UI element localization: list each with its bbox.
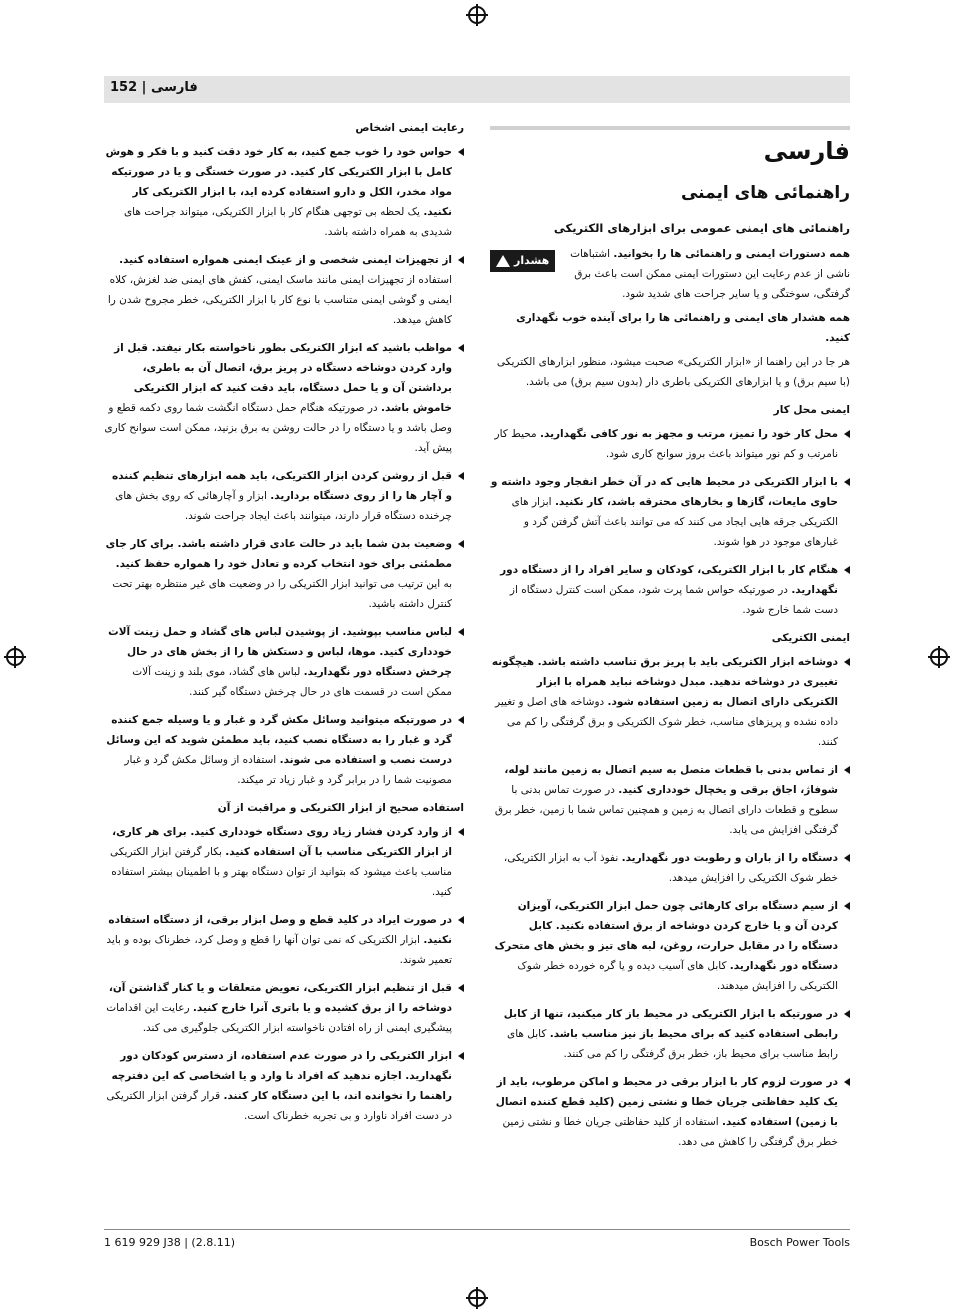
main-heading: راهنمائی های ایمنی (680, 183, 850, 203)
list-item (104, 466, 464, 526)
list-item (104, 910, 464, 970)
list-item (490, 1072, 850, 1152)
item-bold: با ابزار الکتریکی در محیط هایی که در آن خطر انفجار وجود داشته و حاوی مایعات، گازها و بخارهای محترقه باشد، کار نکنید. (490, 476, 838, 508)
bullet-arrow-icon (844, 478, 850, 486)
warning-paragraph (561, 244, 850, 304)
list-item (104, 534, 464, 614)
item-bold: حواس خود را خوب جمع کنید، به کار خود دقت کنید و با فکر و هوش کامل با ابزار الکتریکی کار کنید. در صورت خستگی و یا در صورتیکه مواد مخدر، الکل و دارو استفاده کرده اید، با ابزار الکتریکی کار نکنید. (105, 146, 452, 218)
list-item (490, 760, 850, 840)
item-text: لباس های گشاد، موی بلند و زینت آلات ممکن است در قسمت های در حال چرخش دستگاه گیر کنند. (132, 666, 452, 698)
usage-heading: استفاده صحیح از ابزار الکتریکی و مراقبت از آن (217, 802, 464, 814)
item-bold: در صورت ایراد در کلید قطع و وصل ابزار برقی، از دستگاه استفاده نکنید. (108, 914, 452, 946)
item-bold: در صورتیکه با ابزار الکتریکی در محیط باز کار میکنید، تنها از کابل رابطی استفاده کنید که برای محیط باز نیز مناسب باشد. (503, 1008, 838, 1040)
item-text: ابزار الکتریکی که نمی توان آنها را قطع و وصل کرد، خطرناک بوده و باید تعمیر شوند. (106, 934, 452, 966)
warning-text: اشتباهات ناشی از عدم رعایت این دستورات ایمنی ممکن است باعث برق گرفتگی، سوختگی و یا سایر جراحت های شدید شود. (570, 248, 850, 300)
registration-mark-icon (928, 646, 950, 668)
bullet-arrow-icon (458, 148, 464, 156)
bullet-arrow-icon (458, 344, 464, 352)
bullet-arrow-icon (458, 828, 464, 836)
sub-heading: راهنمائی های ایمنی عمومی برای ابزارهای الکتریکی (553, 221, 850, 235)
item-bold: دوشاخه ابزار الکتریکی باید با پریز برق تناسب داشته باشد. هیچگونه تغییری در دوشاخه ندهید. مبدل دوشاخه نباید همراه با ابزار الکتریکی دارای اتصال به زمین استفاده شود. (491, 656, 838, 708)
list-item (104, 338, 464, 458)
bullet-arrow-icon (458, 716, 464, 724)
item-text: رعایت این اقدامات پیشگیری ایمنی از راه افتادن ناخواسته ابزار الکتریکی جلوگیری می کند. (106, 1002, 452, 1034)
footer-brand: Bosch Power Tools (749, 1236, 850, 1249)
list-item (104, 822, 464, 902)
item-text: نفوذ آب به ابزار الکتریکی، خطر شوک الکتریکی را افزایش میدهد. (503, 852, 838, 884)
electrical-heading: ایمنی الکتریکی (771, 632, 850, 644)
list-item (490, 1004, 850, 1064)
bullet-arrow-icon (844, 766, 850, 774)
registration-mark-icon (466, 4, 488, 26)
header-separator: | (141, 80, 147, 95)
list-item (104, 1046, 464, 1126)
bullet-arrow-icon (458, 256, 464, 264)
bullet-arrow-icon (844, 854, 850, 862)
list-item (490, 424, 850, 464)
right-column (490, 118, 850, 1160)
electrical-list (490, 652, 850, 1152)
item-bold: لباس مناسب بپوشید. از پوشیدن لباس های گشاد و حمل زینت آلات خودداری کنید. موها، لباس و دستکش ها را از بخش های در حال چرخش دستگاه دور نگهدارید. (108, 626, 452, 678)
item-bold: در صورتیکه میتوانید وسائل مکش گرد و غبار و یا وسیله جمع کننده گرد و غبار را به دستگاه نصب کنید، باید مطمئن شوید که این وسائل درست نصب و استفاده می شوند. (106, 714, 452, 766)
list-item (104, 622, 464, 702)
list-item (104, 250, 464, 330)
workplace-heading: ایمنی محل کار (773, 404, 850, 416)
warning-badge-label: هشدار (514, 254, 550, 267)
item-text: استفاده از تجهیزات ایمنی مانند ماسک ایمنی، کفش های ایمنی ضد لغزش، کلاه ایمنی و گوشی ایمنی متناسب با نوع کار با ابزار الکتریکی، خطر مجروح شدن را کاهش میدهد. (107, 274, 452, 326)
bullet-arrow-icon (458, 984, 464, 992)
list-item (490, 848, 850, 888)
item-bold: هنگام کار با ابزار الکتریکی، کودکان و سایر افراد را از دستگاه دور نگهدارید. (500, 564, 838, 596)
list-item (104, 710, 464, 790)
list-item (490, 560, 850, 620)
keep-instructions-bold: همه هشدار های ایمنی و راهنمائی ها را برای آینده خوب نگهداری کنید. (516, 312, 850, 344)
item-bold: محل کار خود را تمیز، مرتب و مجهز به نور کافی نگهدارید. (540, 428, 838, 440)
item-bold: از تجهیزات ایمنی شخصی و از عینک ایمنی همواره استفاده کنید. (119, 254, 452, 266)
item-text: به این ترتیب می توانید ابزار الکتریکی را در وضعیت های غیر منتظره بهتر تحت کنترل داشته باشید. (112, 578, 452, 610)
item-text: کابل های آسیب دیده و یا گره خورده خطر شوک الکتریکی را افزایش میدهند. (517, 960, 838, 992)
bullet-arrow-icon (844, 1078, 850, 1086)
footer-divider (104, 1229, 850, 1230)
item-text: در صورتیکه هنگام حمل دستگاه انگشت شما روی دکمه قطع و وصل باشد و یا دستگاه را در حالت روشن به برق بزنید، ممکن است سوانح کاری پیش آید. (104, 402, 452, 454)
personal-heading: رعایت ایمنی اشخاص (355, 122, 464, 134)
bullet-arrow-icon (844, 430, 850, 438)
bullet-arrow-icon (458, 628, 464, 636)
footer-doc-number: 1 619 929 J38 | (2.8.11) (104, 1236, 235, 1249)
item-bold: از وارد کردن فشار زیاد روی دستگاه خودداری کنید. برای هر کاری، از ابزار الکتریکی مناسب با آن استفاده کنید. (112, 826, 452, 858)
list-item (490, 896, 850, 996)
page-number: 152 (110, 80, 138, 95)
item-text: استفاده از کلید حفاظتی جریان خطا و نشتی زمین خطر برق گرفتگی را کاهش می دهد. (502, 1116, 838, 1148)
warning-bold: همه دستورات ایمنی و راهنمائی ها را بخوانید. (613, 248, 850, 260)
item-text: دوشاخه های اصل و تغییر داده نشده و پریزهای مناسب، خطر شوک الکتریکی و برق گرفتگی را کم می کنند. (495, 696, 838, 748)
item-text: ابزار های الکتریکی جرقه هایی ایجاد می کنند که می توانند باعث آتش گرفتن گرد و غبارهای موجود در هوا شوند. (511, 496, 838, 548)
page-header (110, 80, 198, 95)
registration-mark-icon (4, 646, 26, 668)
item-text: استفاده از وسائل مکش گرد و غبار مصونیت شما را در برابر گرد و غبار زیاد تر میکند. (124, 754, 452, 786)
language-title: فارسی (490, 126, 850, 168)
item-bold: دستگاه را از باران و رطوبت دور نگهدارید. (621, 852, 838, 864)
item-bold: مواظب باشید که ابزار الکتریکی بطور ناخواسته بکار نیفتد. قبل از وارد کردن دوشاخه دستگاه در پریز برق، اتصال آن به باطری، برداشتن آن و یا حمل دستگاه، باید دقت کنید که ابزار الکتریکی خاموش باشد. (114, 342, 452, 414)
bullet-arrow-icon (844, 902, 850, 910)
item-text: در صورت تماس بدنی با سطوح و قطعات دارای اتصال به زمین و همچنین تماس شما با زمین، خطر برق گرفتگی افزایش می یابد. (494, 784, 838, 836)
warning-triangle-icon (496, 255, 510, 267)
item-text: کابل های رابط مناسب برای محیط باز، خطر برق گرفتگی را کم می کنند. (507, 1028, 838, 1060)
item-bold: از سیم دستگاه برای کارهائی چون حمل ابزار الکتریکی، آویزان کردن آن و یا خارج کردن دوشاخه از برق استفاده نکنید. کابل دستگاه را در مقابل حرارت، روغن، لبه های تیز و بخش های متحرک دستگاه دور نگهدارید. (494, 900, 838, 972)
keep-instructions (490, 308, 850, 348)
workplace-list (490, 424, 850, 620)
item-text: محیط کار نامرتب و کم نور میتواند باعث بروز سوانح کاری شود. (494, 428, 838, 460)
bullet-arrow-icon (458, 1052, 464, 1060)
item-text: ابزار و آچارهائی که روی بخش های چرخنده دستگاه قرار دارند، میتوانند باعث ایجاد جراحت شوند. (115, 490, 452, 522)
bullet-arrow-icon (458, 540, 464, 548)
left-column (104, 118, 464, 1134)
item-bold: از تماس بدنی با قطعات متصل به سیم اتصال به زمین مانند لوله، شوفاژ، اجاق برقی و یخچال خودداری کنید. (504, 764, 838, 796)
bullet-arrow-icon (458, 472, 464, 480)
usage-list (104, 822, 464, 1126)
bullet-arrow-icon (844, 1010, 850, 1018)
list-item (104, 142, 464, 242)
list-item (490, 472, 850, 552)
item-bold: قبل از تنظیم ابزار الکتریکی، تعویض متعلقات و یا کنار گذاشتن آن، دوشاخه را از برق کشیده و یا باتری آنرا خارج کنید. (108, 982, 452, 1014)
item-text: بکار گرفتن ابزار الکتریکی مناسب باعث میشود که بتوانید از توان دستگاه بهتر و با اطمینان بیشتر استفاده کنید. (109, 846, 452, 898)
item-bold: در صورت لزوم کار با ابزار برقی در محیط و اماکن مرطوب، باید از یک کلید حفاظتی جریان خطا و نشتی زمین (کلید قطع کننده اتصال با زمین) استفاده کنید. (495, 1076, 838, 1128)
warning-block (490, 244, 850, 308)
page-header-bar (104, 76, 850, 103)
bullet-arrow-icon (844, 658, 850, 666)
item-text: در صورتیکه حواس شما پرت شود، ممکن است کنترل دستگاه از دست شما خارج شود. (509, 584, 838, 616)
definition-paragraph: هر جا در این راهنما از «ابزار الکتریکی» صحبت میشود، منظور ابزارهای الکتریکی (با سیم برق) و یا ابزارهای الکتریکی باطری دار (بدون سیم برق) می باشد. (496, 356, 850, 388)
header-section: فارسی (150, 80, 198, 95)
bullet-arrow-icon (844, 566, 850, 574)
item-bold: وضعیت بدن شما باید در حالت عادی قرار داشته باشد. برای کار جای مطمئنی برای خود انتخاب کرده و تعادل خود را همواره حفظ کنید. (105, 538, 452, 570)
warning-badge (490, 250, 555, 272)
item-text: یک لحظه بی توجهی هنگام کار با ابزار الکتریکی، میتواند جراحت های شدیدی به همراه داشته باشد. (123, 206, 452, 238)
personal-list (104, 142, 464, 790)
bullet-arrow-icon (458, 916, 464, 924)
registration-mark-icon (466, 1287, 488, 1309)
item-bold: ابزار الکتریکی را در صورت عدم استفاده، از دسترس کودکان دور نگهدارید. اجازه ندهید که افراد نا وارد و یا اشخاصی که این دفترچه راهنما را نخوانده اند، با این دستگاه کار کنند. (111, 1050, 452, 1102)
item-bold: قبل از روشن کردن ابزار الکتریکی، باید همه ابزارهای تنظیم کننده و آچار ها را از روی دستگاه برداريد. (112, 470, 452, 502)
list-item (104, 978, 464, 1038)
item-text: قرار گرفتن ابزار الکتریکی در دست افراد ناوارد و بی تجربه خطرناک است. (106, 1090, 452, 1122)
list-item (490, 652, 850, 752)
